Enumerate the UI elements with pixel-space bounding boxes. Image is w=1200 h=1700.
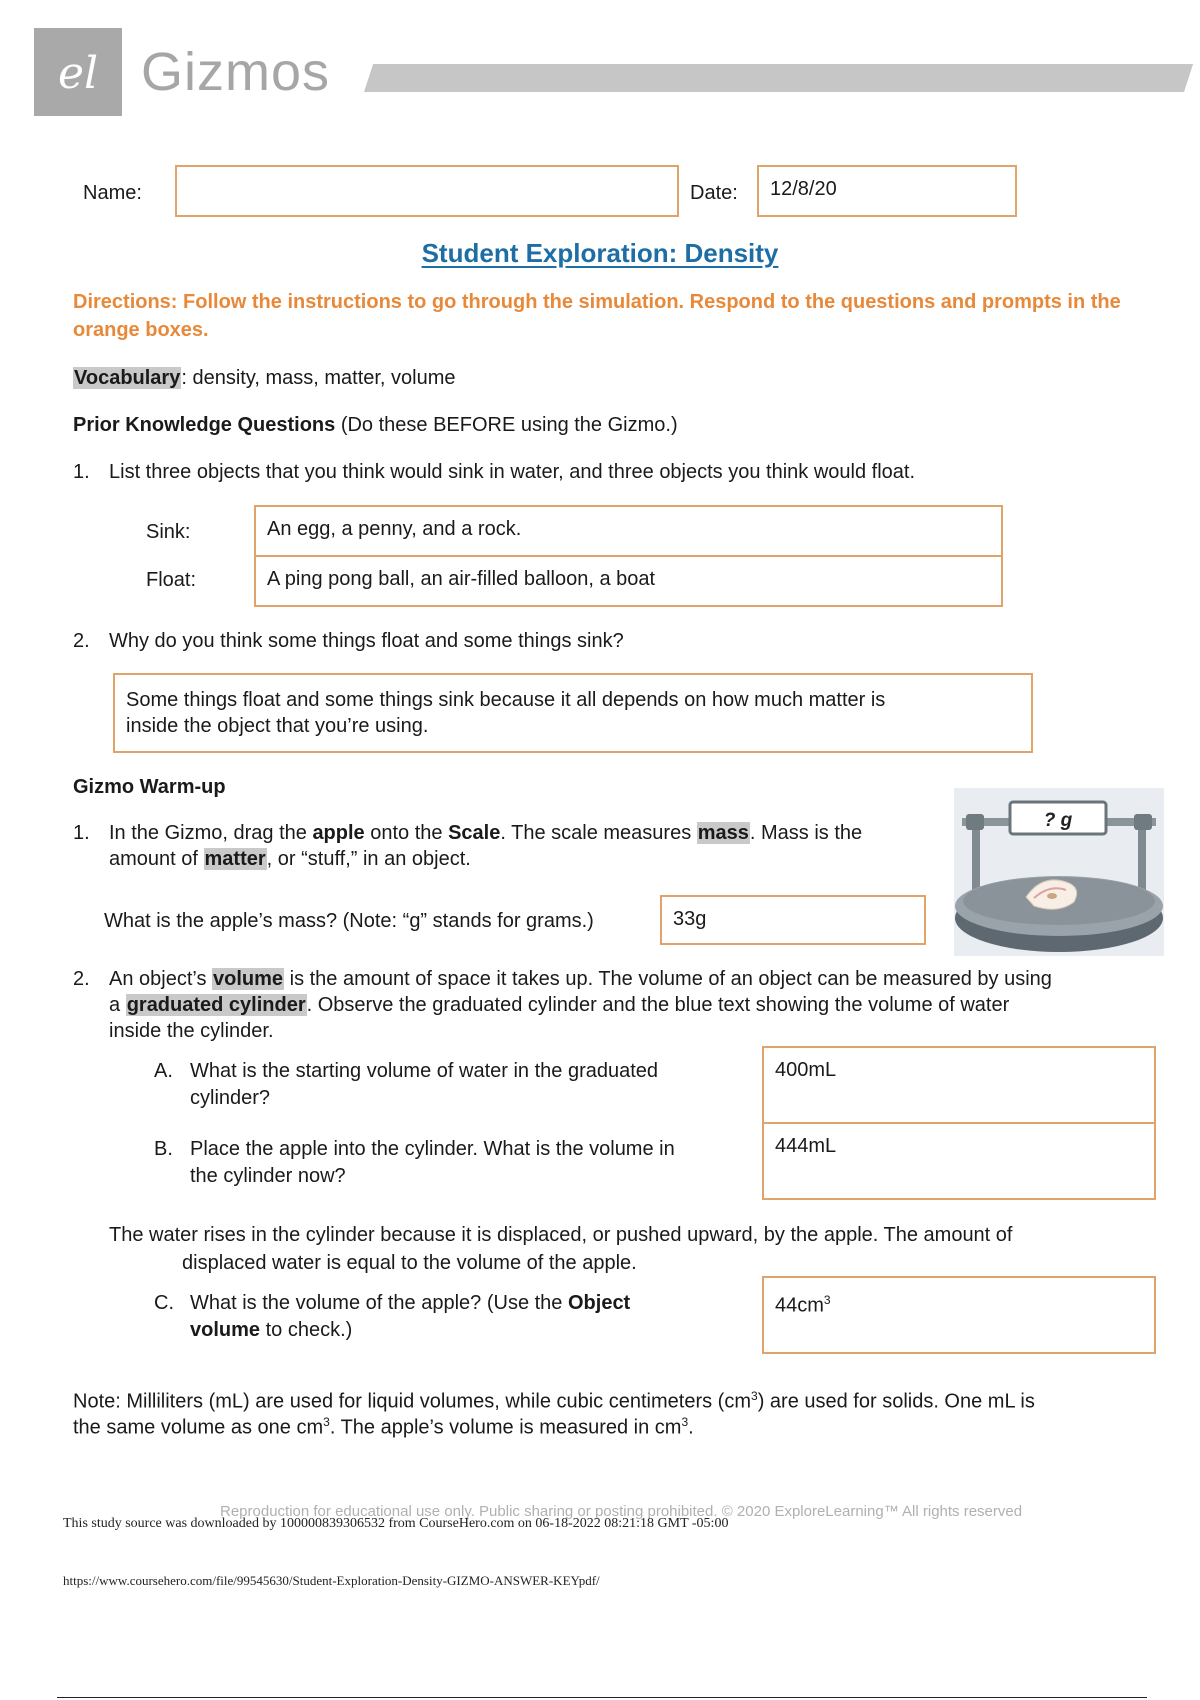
sink-answer: An egg, a penny, and a rock. <box>267 518 522 540</box>
prior-knowledge-heading <box>73 412 678 438</box>
q2-answer-line-2: inside the object that you’re using. <box>126 715 429 737</box>
q2-number: 2. <box>73 630 90 652</box>
w2-text-d: . Observe the graduated cylinder and the blue text showing the volume of water <box>306 994 1010 1016</box>
q2-text: Why do you think some things float and some things sink? <box>109 630 624 652</box>
sink-label: Sink: <box>146 521 191 543</box>
w1-text-c: . The scale measures <box>500 822 697 844</box>
scale-image <box>954 788 1164 956</box>
w1-question: What is the apple’s mass? (Note: “g” stands for grams.) <box>104 910 594 932</box>
page-title: Student Exploration: Density <box>421 238 779 268</box>
w2b-line-1: Place the apple into the cylinder. What is the volume in <box>190 1138 675 1160</box>
w2a-letter: A. <box>154 1060 173 1082</box>
apple-mass-answer: 33g <box>673 908 707 930</box>
date-label: Date: <box>690 182 738 204</box>
w1-line-2 <box>109 846 471 872</box>
note-text-e: . <box>688 1416 694 1439</box>
w1-text-a: In the Gizmo, drag the <box>109 822 313 844</box>
w1-text-b: onto the <box>364 822 449 844</box>
apple-volume-answer <box>775 1287 831 1319</box>
w2-text-b: is the amount of space it takes up. The volume of an object can be measured by using <box>284 968 1052 990</box>
w2-text-a: An object’s <box>109 968 213 990</box>
apple-volume-unit-sup: 3 <box>823 1293 831 1307</box>
q1-text: List three objects that you think would sink in water, and three objects you think would float. <box>109 461 916 483</box>
scale-readout: ? g <box>1043 810 1073 831</box>
note-sup-2: 3 <box>323 1415 330 1429</box>
apple-mass-answer-box[interactable] <box>660 895 926 945</box>
w2c-object: Object <box>567 1292 631 1314</box>
w2-graduated-cylinder: graduated cylinder <box>126 994 306 1016</box>
w2c-text-b: to check.) <box>260 1319 353 1341</box>
w1-apple: apple <box>312 822 365 844</box>
w2-line-1 <box>109 966 1052 992</box>
note-text-a: Note: Milliliters (mL) are used for liquid volumes, while cubic centimeters (cm <box>73 1390 751 1413</box>
header-decor-bar <box>364 64 1193 92</box>
q2-answer-line-1: Some things float and some things sink because it all depends on how much matter is <box>126 689 886 711</box>
w2a-line-2: cylinder? <box>190 1087 271 1109</box>
w2c-letter: C. <box>154 1292 174 1314</box>
note-line-2 <box>73 1409 694 1441</box>
brand-title: Gizmos <box>141 42 331 102</box>
w1-text-d: . Mass is the <box>749 822 863 844</box>
sink-answer-box[interactable] <box>254 505 1003 557</box>
svg-text:el: el <box>57 48 99 99</box>
w2a-line-1: What is the starting volume of water in the graduated <box>190 1060 659 1082</box>
w1-text-f: , or “stuff,” in an object. <box>266 848 471 870</box>
vocabulary-label: Vocabulary <box>74 367 181 389</box>
w2b-letter: B. <box>154 1138 173 1160</box>
prior-heading-note: (Do these BEFORE using the Gizmo.) <box>335 414 678 436</box>
w2c-line-1 <box>190 1290 630 1316</box>
w2-text-c: a <box>109 994 126 1016</box>
w1-line-1 <box>109 820 862 846</box>
source-url[interactable]: https://www.coursehero.com/file/99545630/Student-Exploration-Density-GIZMO-ANSWER-KEYpdf/ <box>63 1573 600 1588</box>
note-sup-3: 3 <box>681 1415 689 1429</box>
logo <box>34 28 122 116</box>
float-answer-box[interactable] <box>254 555 1003 607</box>
q1-number: 1. <box>73 461 90 483</box>
new-volume-answer: 444mL <box>775 1135 837 1157</box>
new-volume-answer-box[interactable] <box>762 1122 1156 1200</box>
date-field[interactable] <box>757 165 1017 217</box>
starting-volume-answer-box[interactable] <box>762 1046 1156 1124</box>
study-source-notice: This study source was downloaded by 100000839306532 from CourseHero.com on 06-18-2022 08:21:18 GMT -05:00 <box>63 1516 729 1531</box>
apple-volume-value: 44cm <box>775 1294 824 1317</box>
name-label: Name: <box>83 182 142 204</box>
w2-number: 2. <box>73 968 90 990</box>
w1-text-e: amount of <box>109 848 204 870</box>
prior-heading-text: Prior Knowledge Questions <box>73 414 336 436</box>
reproduction-notice: Reproduction for educational use only. Public sharing or posting prohibited. © 2020 ExploreLearning™ All rights reserved <box>220 1503 1023 1520</box>
w1-matter: matter <box>204 848 266 870</box>
scale-illustration-icon <box>954 788 1164 956</box>
name-field[interactable] <box>175 165 679 217</box>
q2-answer-box[interactable] <box>113 673 1033 753</box>
w2c-volume: volume <box>190 1319 261 1341</box>
displacement-line-2: displaced water is equal to the volume of the apple. <box>182 1252 637 1274</box>
w2-volume: volume <box>213 968 284 990</box>
directions: Directions: Follow the instructions to go through the simulation. Respond to the questions and prompts in the orange boxes. <box>73 291 1121 341</box>
note-text-c: the same volume as one cm <box>73 1416 324 1439</box>
apple-volume-answer-box[interactable] <box>762 1276 1156 1354</box>
vocabulary-line <box>73 365 456 391</box>
date-value: 12/8/20 <box>770 178 837 200</box>
warmup-heading: Gizmo Warm-up <box>73 776 226 798</box>
w2c-text-a: What is the volume of the apple? (Use the <box>190 1292 568 1314</box>
logo-glyph-icon <box>34 28 122 116</box>
note-text-b: ) are used for solids. One mL is <box>757 1390 1035 1413</box>
displacement-line-1: The water rises in the cylinder because it is displaced, or pushed upward, by the apple. The amount of <box>109 1224 1013 1246</box>
w2-line-3: inside the cylinder. <box>109 1020 274 1042</box>
float-label: Float: <box>146 569 197 591</box>
w2-line-2 <box>109 992 1009 1018</box>
bottom-divider <box>57 1697 1147 1698</box>
vocabulary-text: : density, mass, matter, volume <box>181 367 456 389</box>
float-answer: A ping pong ball, an air-filled balloon, a boat <box>267 568 656 590</box>
w1-mass: mass <box>697 822 749 844</box>
note-sup-1: 3 <box>751 1389 758 1403</box>
w2b-line-2: the cylinder now? <box>190 1165 346 1187</box>
w1-number: 1. <box>73 822 90 844</box>
starting-volume-answer: 400mL <box>775 1059 837 1081</box>
w2c-line-2 <box>190 1317 352 1343</box>
w1-scale: Scale <box>448 822 501 844</box>
note-text-d: . The apple’s volume is measured in cm <box>329 1416 682 1439</box>
